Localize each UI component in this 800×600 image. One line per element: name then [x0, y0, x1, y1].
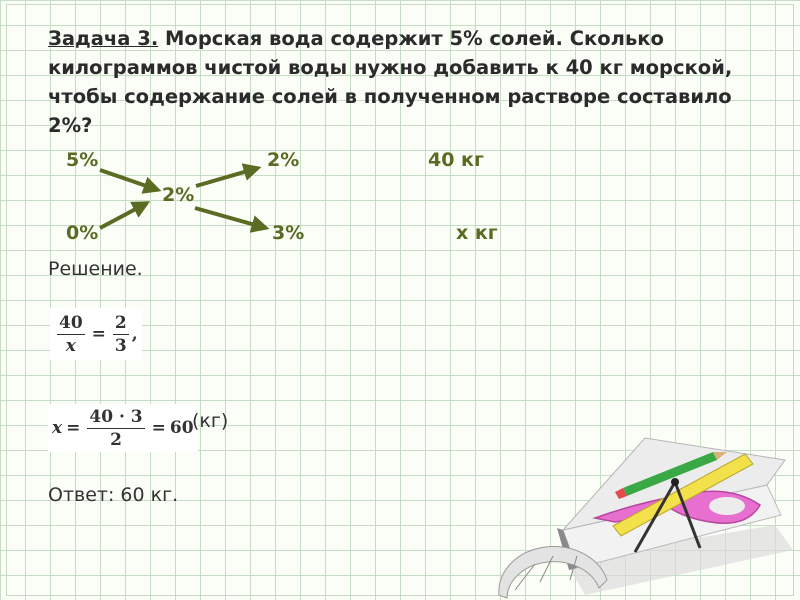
proportion-equals: =: [91, 324, 106, 344]
task-label: Задача 3.: [48, 27, 159, 50]
computation-den: 2: [110, 429, 122, 450]
computation-var: x: [52, 418, 63, 438]
proportion-right-num: 2: [114, 312, 127, 333]
arrow-top-left: [100, 170, 158, 190]
task-text: Морская вода содержит 5% солей. Сколько килограммов чистой воды нужно добавить к 40 кг морской, чтобы содержание солей в полученном растворе составило 2%?: [48, 27, 733, 137]
diagram-mass-bottom: х кг: [456, 222, 498, 244]
unit-label: (кг): [192, 410, 229, 432]
computation-num: 40 · 3: [89, 406, 143, 427]
diagram-bottom-left: 0%: [66, 222, 99, 244]
computation-fraction: [87, 407, 144, 450]
proportion-right-den: 3: [114, 335, 127, 356]
proportion-left-den: x: [65, 335, 76, 356]
diagram-center: 2%: [162, 184, 195, 206]
compass-hinge: [671, 478, 679, 486]
diagram-top-left: 5%: [66, 149, 99, 171]
set-square-hole: [709, 497, 745, 515]
answer-text: Ответ: 60 кг.: [48, 484, 179, 506]
arrow-bottom-left: [100, 203, 147, 228]
arrow-bottom-right: [195, 208, 266, 228]
diagram-bottom-right: 3%: [272, 222, 305, 244]
proportion-right-fraction: [113, 313, 129, 356]
arrow-top-right: [196, 168, 258, 186]
proportion-formula: [50, 308, 142, 360]
proportion-left-fraction: [57, 313, 85, 356]
stationery-illustration: [495, 430, 795, 600]
computation-equals-2: =: [151, 418, 166, 438]
computation-equals: =: [66, 418, 81, 438]
computation-formula: [48, 404, 198, 452]
proportion-left-num: 40: [59, 312, 83, 333]
diagram-mass-top: 40 кг: [428, 149, 484, 171]
proportion-trail: ,: [131, 324, 138, 344]
diagram-top-right: 2%: [267, 149, 300, 171]
solution-label: Решение.: [48, 258, 143, 280]
computation-result: 60: [169, 418, 194, 438]
